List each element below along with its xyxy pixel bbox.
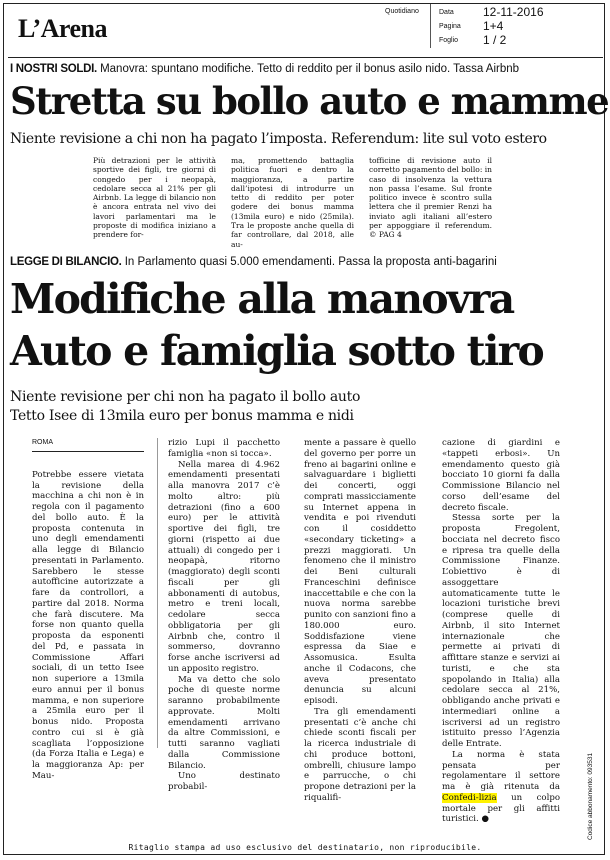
article2-col3-paragraph-b: Tra gli emendamenti presentati c’è anche chi chiede sconti fiscali per la ricerca industriale di chi produce bottoni, ombrelli, chiusure lampo e parrucche, o chi propone detrazioni per la riqualifi- xyxy=(304,706,416,803)
article1-subhead: Niente revisione a chi non ha pagato l’imposta. Referendum: lite sul voto estero xyxy=(10,131,547,147)
article2-column-1 xyxy=(32,438,144,782)
article2-headline-line2: Auto e famiglia sotto tiro xyxy=(10,327,543,375)
page-label: Pagina xyxy=(439,23,461,30)
article2-headline-line1: Modifiche alla manovra xyxy=(10,275,514,323)
subscription-code xyxy=(587,752,599,845)
masthead-title: L’Arena xyxy=(18,14,107,43)
article2-subhead-line1: Niente revisione per chi non ha pagato il bollo auto xyxy=(10,389,361,405)
date-label: Data xyxy=(439,9,454,16)
date-value: 12-11-2016 xyxy=(483,5,544,19)
meta-box xyxy=(430,4,606,48)
page-value: 1+4 xyxy=(483,19,504,33)
sheet-value: 1 / 2 xyxy=(483,33,507,47)
subscription-code-text xyxy=(587,753,594,840)
article2-kicker-text: In Parlamento quasi 5.000 emendamenti. Passa la proposta anti-bagarini xyxy=(121,256,497,268)
highlighted-keyword: Confedi- xyxy=(442,792,479,803)
top-rule xyxy=(8,57,603,58)
article2-kicker xyxy=(10,256,497,268)
subscription-code-value: 093531 xyxy=(587,752,594,775)
article2-column-3 xyxy=(304,438,416,804)
article2-col1-paragraph: Potrebbe essere vietata la revisione della macchina a chi non è in regola con il pagamento del bollo auto. È la proposta contenuta in uno degli emendamenti alla legge di Bilancio presentati in Parlamento. Sarebbero le stesse autofficine autorizzate a fare da controllori, a partire dal 2018. Norma che farà discutere. Ma forse non quanto quella proposta da esponenti del Pd, e passata in Commissione Affari sociali, di un tetto Isee non superiore a 13mila euro annui per il bonus mamma, e non superiore a 25mila euro per il bonus nido. Proposta contro cui si è già scagliata l’opposizione (da Forza Italia e Lega) e la maggioranza Ap: per Mau- xyxy=(32,469,144,781)
article2-col3-paragraph-a: mente a passare è quello del governo per porre un freno ai bagarini online e salvaguardare i biglietti dei concerti, oggi comprati massicciamente su Internet appena in vendita e poi rivenduti con il cosiddetto «secondary ticketing» a prezzi maggiorati. Un fenomeno che il ministro dei Beni culturali Franceschini definisce inaccettabile e che con la nuova norma sarebbe punito con sanzioni fino a 180.000 euro. Soddisfazione viene espressa da Siae e Assomusica. Esulta anche il Codacons, che aveva presentato denuncia su alcuni episodi. xyxy=(304,438,416,706)
article2-column-4 xyxy=(442,438,560,825)
article2-kicker-bold: LEGGE DI BILANCIO. xyxy=(10,256,122,268)
highlighted-keyword-continued: lizia xyxy=(478,792,497,803)
column-divider xyxy=(157,438,158,748)
col4-text-pre: La norma è stata pensata per regolamentare il settore ma è già ritenuta da xyxy=(442,749,560,792)
article1-kicker xyxy=(10,63,519,75)
article2-column-2 xyxy=(168,438,280,793)
article1-kicker-text: Manovra: spuntano modifiche. Tetto di reddito per il bonus asilo nido. Tassa Airbnb xyxy=(96,63,520,75)
col4-text-post: un colpo mortale per gli affitti turistici. ● xyxy=(442,792,560,825)
article1-kicker-bold: I NOSTRI SOLDI. xyxy=(10,63,97,75)
footer-notice: Ritaglio stampa ad uso esclusivo del destinatario, non riproducibile. xyxy=(128,843,482,852)
subscription-code-label: Codice abbonamento: xyxy=(587,776,594,840)
article2-col2-paragraph-c: Ma va detto che solo poche di queste norme saranno probabilmente approvate. Molti emendamenti arrivano da altre Commissioni, e tutti saranno vagliati dalla Commissione Bilancio. xyxy=(168,674,280,771)
article2-col2-paragraph-a: rizio Lupi il pacchetto famiglia «non si tocca». xyxy=(168,438,280,459)
article1-column-1: Più detrazioni per le attività sportive dei figli, tre giorni di congedo per i neopapà, cedolare secca al 21% per gli Airbnb. La legge di bilancio non è ancora entrata nel vivo dei lavori parlamentari ma le proposte di modifica iniziano a prendere for- xyxy=(93,156,216,240)
source-type-label: Quotidiano xyxy=(385,8,419,15)
article2-dateline: ROMA xyxy=(32,438,144,452)
article2-subhead-line2: Tetto Isee di 13mila euro per bonus mamma e nidi xyxy=(10,408,354,424)
article2-col2-paragraph-b: Nella marea di 4.962 emendamenti presentati alla manovra 2017 c’è molto altro: più detrazioni (fino a 600 euro) per le attività sportive dei figli, tre giorni (rispetto ai due attuali) di congedo per i neopapà, ritorno (maggiorato) degli sconti fiscali per gli abbonamenti di autobus, metro e treni locali, cedolare secca obbligatoria per gli Airbnb che, contro il sommerso, dovranno forse anche iscriversi ad un apposito registro. xyxy=(168,459,280,674)
article1-column-3: tofficine di revisione auto il corretto pagamento del bollo: in caso di insolvenza la vettura non passa l’esame. Sul fronte politico invece è scontro sulla lettera che il premier Renzi ha inviato agli italiani all’estero per appoggiare il referendum. © PAG 4 xyxy=(369,156,492,240)
article2-col4-paragraph-a: cazione di giardini e «tappeti erbosi». Un emendamento questo già bocciato 10 giorni fa dalla Commissione Bilancio nel corso dell’esame del decreto fiscale. xyxy=(442,438,560,513)
article1-column-2: ma, promettendo battaglia politica fuori e dentro la maggioranza, a partire dall’ipotesi di introdurre un tetto di reddito per poter godere dei bonus mamma (13mila euro) e nido (25mila). Tra le proposte anche quella di far controllare, dal 2018, alle au- xyxy=(231,156,354,249)
article2-col2-paragraph-d: Uno destinato probabil- xyxy=(168,771,280,792)
article2-col4-paragraph-b: Stessa sorte per la proposta Fregolent, bocciata nel decreto fisco e ripresa tra quelle della Commissione Finanze. L’obiettivo è di assoggettare automaticamente tutte le locazioni turistiche brevi (comprese quelle di Airbnb, il sito Internet internazionale che permette ai privati di affittare stanze e servizi ai turisti, e che sta spopolando in Italia) alla cedolare secca al 21%, obbligando anche privati e intermediari online a iscriversi ad un registro istituito presso l’Agenzia delle Entrate. xyxy=(442,513,560,749)
article1-headline: Stretta su bollo auto e mamme xyxy=(10,79,609,123)
article2-col4-paragraph-c xyxy=(442,750,560,825)
sheet-label: Foglio xyxy=(439,37,459,44)
